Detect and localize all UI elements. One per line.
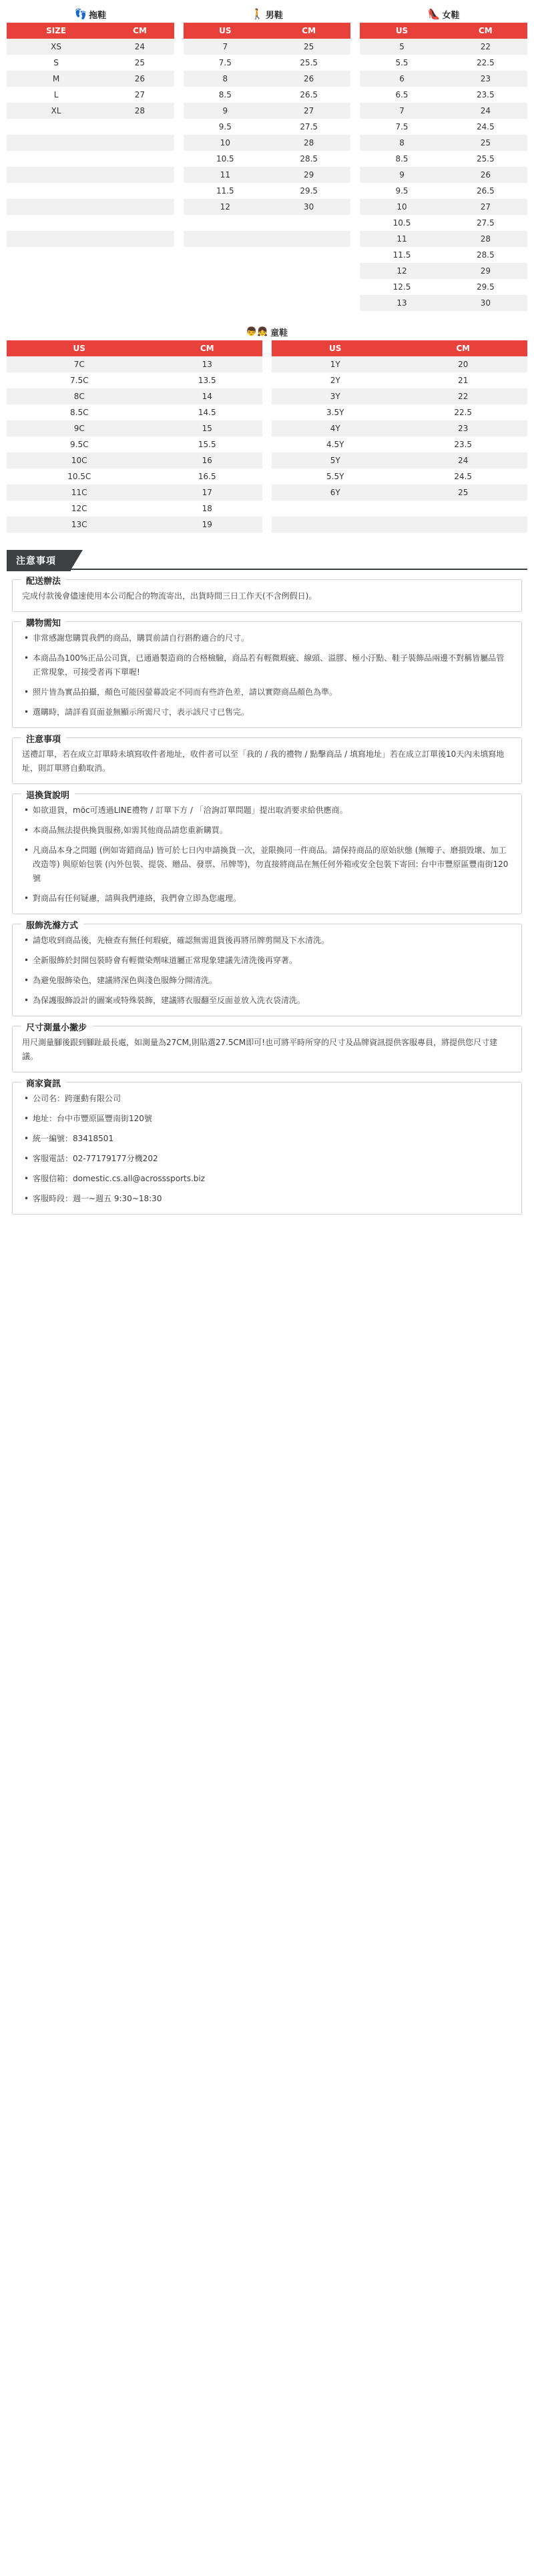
list-item: • 客服時段：週一~週五 9:30~18:30 [33, 1192, 512, 1206]
kids-right-table-body [272, 356, 527, 533]
table-row: 8 25 [360, 135, 527, 151]
table-row: 4Y 23 [272, 420, 527, 436]
table-row: 6 23 [360, 71, 527, 87]
notice-blocks [0, 570, 534, 1215]
table-row-blank [272, 501, 527, 517]
block-measure-tips [12, 1023, 522, 1072]
kids-title [7, 323, 527, 340]
table-row: 12 30 [184, 199, 351, 215]
slippers-size-table [7, 23, 174, 263]
table-row: 4.5Y 23.5 [272, 436, 527, 452]
list-item: • 本商品為100%正品公司貨，已通過製造商的合格檢驗，商品若有輕微瑕疵、線頭、溢膠、極小汙點、鞋子裝飾品兩邊不對稱皆屬品管正常現象，可接受者再下單喔! [33, 651, 512, 679]
table-row: 3.5Y 22.5 [272, 404, 527, 420]
block-care [12, 921, 522, 1016]
table-row: 7 24 [360, 103, 527, 119]
list-item: • 公司名：跨運動有限公司 [33, 1092, 512, 1106]
notice-header [7, 550, 527, 570]
womens-table-block [360, 5, 527, 311]
table-row: 12.5 29.5 [360, 279, 527, 295]
table-row-blank [7, 183, 174, 199]
notice-header-rule [7, 569, 527, 570]
kids-tables-row [7, 340, 527, 533]
block-list [22, 1092, 512, 1206]
table-row: 10.5 28.5 [184, 151, 351, 167]
woman-icon: 👠 [427, 8, 440, 20]
kids-title-text: 童鞋 [270, 328, 288, 338]
table-row: 13C 19 [7, 517, 262, 533]
mens-table-body [184, 39, 351, 263]
table-row: 10C 16 [7, 452, 262, 468]
column-header-cm: CM [105, 23, 174, 39]
block-paragraph: 用尺測量腳後跟到腳趾最長處，如測量為27CM,則貼選27.5CM即可!也可將平時所穿的尺寸及品牌資訊提供客服專員，將提供您尺寸建議。 [22, 1038, 498, 1061]
list-item: • 非常感謝您購買我們的商品，購買前請自行斟酌適合的尺寸。 [33, 631, 512, 645]
table-row: 6.5 23.5 [360, 87, 527, 103]
table-row: 1Y 20 [272, 356, 527, 372]
mens-size-table [184, 23, 351, 263]
column-header-cm: CM [444, 23, 527, 39]
block-paragraph: 送禮訂單，若在成立訂單時未填寫收件者地址，收件者可以至「我的 / 我的禮物 / 點擊商品 / 填寫地址」若在成立訂單後10天內未填寫地址，則訂單將自動取消。 [22, 749, 505, 773]
size-tables-row [0, 0, 534, 311]
slippers-table-body [7, 39, 174, 263]
table-row-blank [184, 247, 351, 263]
table-row: 11.5 28.5 [360, 247, 527, 263]
slippers-table-block [7, 5, 174, 311]
table-row: 11 28 [360, 231, 527, 247]
block-notes [12, 737, 522, 784]
list-item: • 客服電話：02-77179177分機202 [33, 1152, 512, 1166]
block-merchant-info [12, 1079, 522, 1215]
table-row-blank [7, 119, 174, 135]
womens-table-body [360, 39, 527, 311]
table-row: 7 25 [184, 39, 351, 55]
table-row: 8.5 26.5 [184, 87, 351, 103]
womens-title-text: 女鞋 [442, 10, 460, 21]
kids-icon: 👦👧 [246, 326, 268, 337]
table-row-blank [184, 215, 351, 231]
table-row-blank [272, 517, 527, 533]
table-row: 10.5 27.5 [360, 215, 527, 231]
block-list [22, 631, 512, 719]
table-row: 8.5C 14.5 [7, 404, 262, 420]
table-row: 9.5C 15.5 [7, 436, 262, 452]
table-row: 7.5C 13.5 [7, 372, 262, 388]
table-row: S 25 [7, 55, 174, 71]
table-row: 5.5Y 24.5 [272, 468, 527, 485]
kids-left-table-body [7, 356, 262, 533]
table-row-blank [7, 167, 174, 183]
table-row-blank [7, 247, 174, 263]
table-row: 12C 18 [7, 501, 262, 517]
block-returns [12, 793, 522, 914]
notice-header-label: 注意事項 [7, 550, 71, 571]
list-item: • 本商品無法提供換貨服務,如需其他商品請您重新購買。 [33, 824, 512, 838]
block-title: 尺寸測量小撇步 [21, 1020, 92, 1033]
block-list [22, 803, 512, 906]
table-row: 10 28 [184, 135, 351, 151]
table-row: 3Y 22 [272, 388, 527, 404]
table-row: 8.5 25.5 [360, 151, 527, 167]
table-row: L 27 [7, 87, 174, 103]
man-icon: 🚶 [251, 8, 263, 20]
list-item: • 凡商品本身之問題 (例如寄錯商品) 皆可於七日內申請換貨一次，並限換同一件商品。請保持商品的原始狀態 (無瓣子、磨損毀壞、加工改造等) 與原始包裝 (內外包裝、提袋、贈品、發票、吊牌等)，勿直接將商品在無任何外箱或安全包裝下寄回: 台中市豐原區豐南街120號 [33, 844, 512, 886]
column-header-size: SIZE [7, 23, 105, 39]
block-title: 商家資訊 [21, 1076, 66, 1089]
block-title: 服飾洗滌方式 [21, 918, 83, 931]
table-row: 10 27 [360, 199, 527, 215]
block-paragraph: 完成付款後會儘速使用本公司配合的物流寄出，出貨時間三日工作天(不含例假日)。 [22, 591, 317, 601]
table-row-blank [7, 151, 174, 167]
column-header-us: US [272, 340, 398, 356]
womens-size-table [360, 23, 527, 311]
table-row-blank [184, 231, 351, 247]
table-row: 5Y 24 [272, 452, 527, 468]
table-row-blank [7, 135, 174, 151]
kids-right-table-block [272, 340, 527, 533]
list-item: • 選購時，請詳看頁面並無顯示所需尺寸，表示該尺寸已售完。 [33, 705, 512, 719]
list-item: • 對商品有任何疑慮，請與我們連絡，我們會立即為您處理。 [33, 892, 512, 906]
block-title: 退換貨說明 [21, 788, 75, 801]
table-row: 11 29 [184, 167, 351, 183]
table-row: 12 29 [360, 263, 527, 279]
table-row: 13 30 [360, 295, 527, 311]
list-item: • 為避免服飾染色，建議將深色與淺色服飾分開清洗。 [33, 974, 512, 988]
column-header-cm: CM [398, 340, 527, 356]
list-item: • 照片皆為實品拍攝，顏色可能因螢幕設定不同而有些許色差，請以實際商品顏色為準。 [33, 685, 512, 699]
table-row: 9.5 26.5 [360, 183, 527, 199]
block-list [22, 934, 512, 1008]
kids-section [0, 311, 534, 533]
block-purchase-info [12, 621, 522, 728]
notice-header-tail [71, 550, 83, 570]
table-row: 8C 14 [7, 388, 262, 404]
table-row: 9C 15 [7, 420, 262, 436]
table-row: 7C 13 [7, 356, 262, 372]
table-row: 9 27 [184, 103, 351, 119]
table-row: 11C 17 [7, 485, 262, 501]
block-title: 購物需知 [21, 616, 66, 629]
table-row: XS 24 [7, 39, 174, 55]
table-row: XL 28 [7, 103, 174, 119]
slippers-title-text: 拖鞋 [89, 10, 107, 21]
table-row: 5 22 [360, 39, 527, 55]
table-row-blank [7, 199, 174, 215]
table-row: 5.5 22.5 [360, 55, 527, 71]
table-row: 7.5 25.5 [184, 55, 351, 71]
column-header-us: US [7, 340, 152, 356]
table-row: 9.5 27.5 [184, 119, 351, 135]
list-item: • 統一編號：83418501 [33, 1132, 512, 1146]
column-header-us: US [360, 23, 443, 39]
block-delivery [12, 579, 522, 612]
column-header-us: US [184, 23, 267, 39]
mens-table-block [184, 5, 351, 311]
table-row: 2Y 21 [272, 372, 527, 388]
table-row: 7.5 24.5 [360, 119, 527, 135]
table-row-blank [7, 215, 174, 231]
block-title: 注意事項 [21, 732, 66, 745]
table-row: 11.5 29.5 [184, 183, 351, 199]
kids-right-size-table [272, 340, 527, 533]
kids-left-size-table [7, 340, 262, 533]
womens-title [360, 5, 527, 23]
table-row: M 26 [7, 71, 174, 87]
block-title: 配送辦法 [21, 574, 66, 587]
column-header-cm: CM [267, 23, 350, 39]
slippers-title [7, 5, 174, 23]
kids-left-table-block [7, 340, 262, 533]
mens-title [184, 5, 351, 23]
table-row: 10.5C 16.5 [7, 468, 262, 485]
list-item: • 客服信箱：domestic.cs.all@acrosssports.biz [33, 1172, 512, 1186]
size-guide-page [0, 0, 534, 1237]
list-item: • 地址：台中市豐原區豐南街120號 [33, 1112, 512, 1126]
mens-title-text: 男鞋 [265, 10, 283, 21]
list-item: • 如欲退貨，möc可透過LINE禮物 / 訂單下方 / 「洽詢訂單問題」提出取消要求給供應商。 [33, 803, 512, 818]
list-item: • 請您收到商品後，先檢查有無任何瑕疵，確認無需退貨後再將吊牌剪開及下水清洗。 [33, 934, 512, 948]
table-row: 9 26 [360, 167, 527, 183]
slipper-people-icon: 👣 [74, 8, 87, 20]
column-header-cm: CM [152, 340, 262, 356]
table-row: 8 26 [184, 71, 351, 87]
table-row-blank [7, 231, 174, 247]
list-item: • 為保護服飾設計的圖案或特殊裝飾，建議將衣服翻至反面並放入洗衣袋清洗。 [33, 994, 512, 1008]
list-item: • 全新服飾於封開包裝時會有輕微染劑味道屬正常現象建議先清洗後再穿著。 [33, 954, 512, 968]
table-row: 6Y 25 [272, 485, 527, 501]
